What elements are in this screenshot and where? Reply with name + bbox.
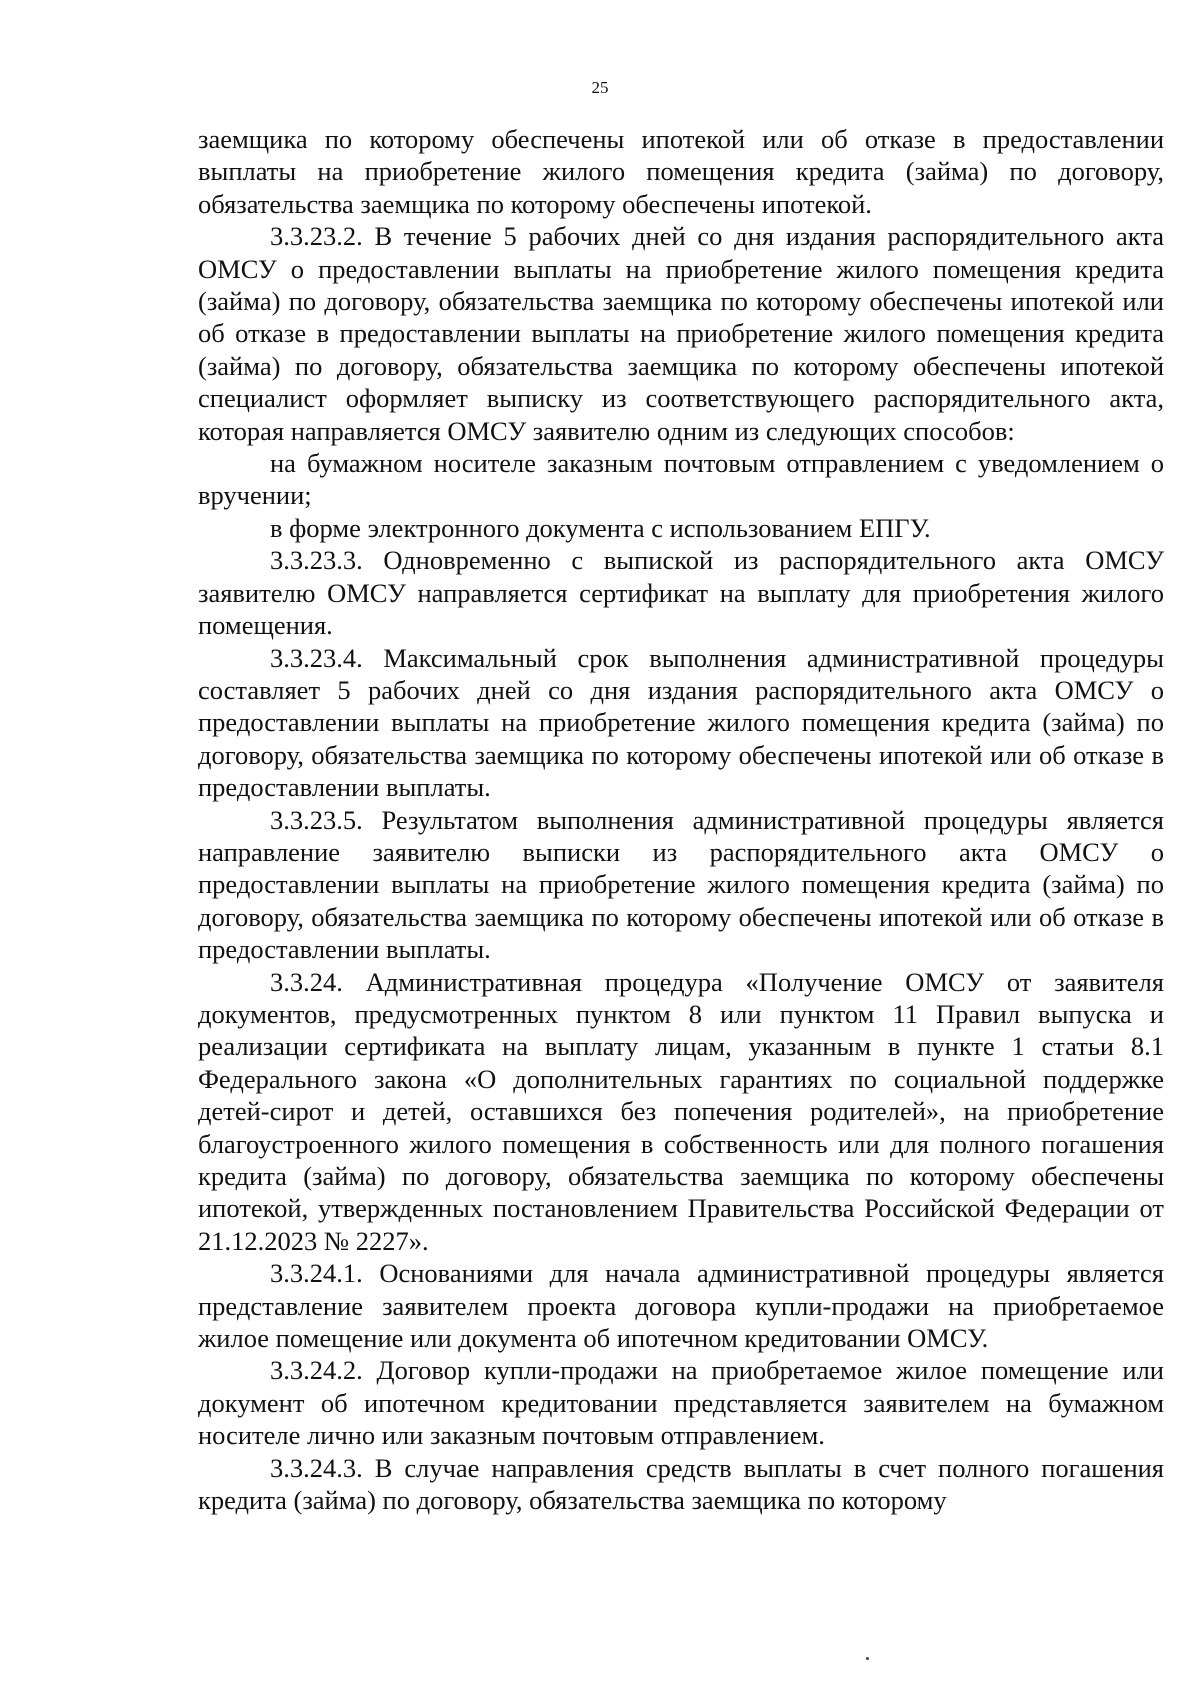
paragraph: заемщика по которому обеспечены ипотекой или об отказе в предоставлении выплаты на приобретение жилого помещения кредита (займа) по договору, обязательства заемщика по которому обеспечены ипотекой. [198,124,1164,219]
paragraph: на бумажном носителе заказным почтовым отправлением с уведомлением о вручении; [198,448,1164,511]
paragraph: 3.3.23.3. Одновременно с выпиской из распорядительного акта ОМСУ заявителю ОМСУ направляется сертификат на выплату для приобретения жилого помещения. [198,545,1164,641]
scan-speck [866,1657,869,1660]
document-body [198,123,1164,1516]
paragraph: 3.3.24.1. Основаниями для начала административной процедуры является представление заявителем проекта договора купли-продажи на приобретаемое жилое помещение или документа об ипотечном кредитовании ОМСУ. [198,1258,1164,1354]
paragraph: в форме электронного документа с использованием ЕПГУ. [270,512,931,543]
paragraph: 3.3.24.2. Договор купли-продажи на приобретаемое жилое помещение или документ об ипотечном кредитовании представляется заявителем на бумажном носителе лично или заказным почтовым отправлением. [198,1355,1164,1451]
paragraph: 3.3.24.3. В случае направления средств выплаты в счет полного погашения кредита (займа) по договору, обязательства заемщика по которому [198,1452,1164,1516]
paragraph: 3.3.23.5. Результатом выполнения административной процедуры является направление заявителю выписки из распорядительного акта ОМСУ о предоставлении выплаты на приобретение жилого помещения кредита (займа) по договору, обязательства заемщика по которому обеспечены ипотекой или об отказе в предоставлении выплаты. [198,804,1164,965]
page-number: 25 [591,78,609,97]
paragraph: 3.3.23.4. Максимальный срок выполнения административной процедуры составляет 5 рабочих дней со дня издания распорядительного акта ОМСУ о предоставлении выплаты на приобретение жилого помещения кредита (займа) по договору, обязательства заемщика по которому обеспечены ипотекой или об отказе в предоставлении выплаты. [198,642,1164,803]
paragraph: 3.3.23.2. В течение 5 рабочих дней со дня издания распорядительного акта ОМСУ о предоставлении выплаты на приобретение жилого помещения кредита (займа) по договору, обязательства заемщика по которому обеспечены ипотекой или об отказе в предоставлении выплаты на приобретение жилого помещения кредита (займа) по договору, обязательства заемщика по которому обеспечены ипотекой специалист оформляет выписку из соответствующего распорядительного акта, которая направляется ОМСУ заявителю одним из следующих способов: [198,221,1164,446]
paragraph: 3.3.24. Административная процедура «Получение ОМСУ от заявителя документов, предусмотренных пунктом 8 или пунктом 11 Правил выпуска и реализации сертификата на выплату лицам, указанным в пункте 1 статьи 8.1 Федерального закона «О дополнительных гарантиях по социальной поддержке детей-сирот и детей, оставшихся без попечения родителей», на приобретение благоустроенного жилого помещения в собственность или для полного погашения кредита (займа) по договору, обязательства заемщика по которому обеспечены ипотекой, утвержденных постановлением Правительства Российской Федерации от 21.12.2023 № 2227». [198,966,1164,1256]
